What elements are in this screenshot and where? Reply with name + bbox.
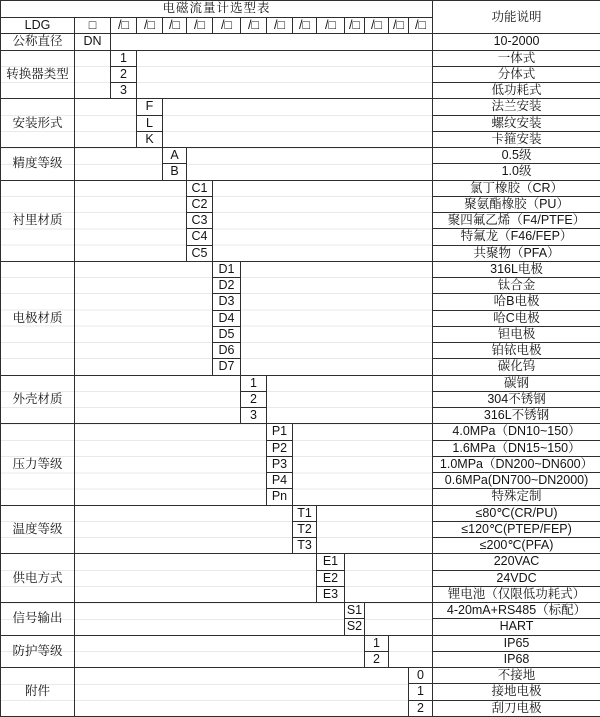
group-label: 衬里材质: [1, 180, 75, 261]
description-cell: ≤80℃(CR/PU): [433, 505, 600, 521]
description-cell: 1.0级: [433, 164, 600, 180]
code-cell: P3: [267, 456, 293, 472]
empty-cell: [187, 148, 433, 181]
code-cell: D6: [213, 343, 241, 359]
code-cell: D1: [213, 261, 241, 277]
spec-row: [1, 668, 600, 684]
spec-row: [1, 148, 600, 164]
group-label: 安装形式: [1, 99, 75, 148]
code-box: /□: [365, 18, 389, 34]
description-cell: 碳化钨: [433, 359, 600, 375]
empty-cell: [345, 554, 433, 603]
code-box: /□: [267, 18, 293, 34]
code-box: /□: [111, 18, 137, 34]
description-cell: 0.5级: [433, 148, 600, 164]
code-box: /□: [409, 18, 433, 34]
description-cell: 1.0MPa（DN200~DN600）: [433, 456, 600, 472]
description-cell: 0.6MPa(DN700~DN2000): [433, 473, 600, 489]
code-box: /□: [293, 18, 317, 34]
spec-row: [1, 424, 600, 440]
title-row: [1, 1, 600, 18]
empty-cell: [293, 424, 433, 505]
empty-cell: [75, 554, 317, 603]
code-cell: 3: [241, 408, 267, 424]
code-cell: P4: [267, 473, 293, 489]
code-cell: C3: [187, 213, 213, 229]
description-cell: 钽电极: [433, 326, 600, 342]
empty-cell: [111, 34, 433, 50]
description-cell: 特氟龙（F46/FEP）: [433, 229, 600, 245]
code-cell: L: [137, 115, 163, 131]
code-cell: C1: [187, 180, 213, 196]
description-cell: 碳钢: [433, 375, 600, 391]
description-cell: 不接地: [433, 668, 600, 684]
function-column-header: 功能说明: [433, 1, 600, 34]
group-label: 防护等级: [1, 635, 75, 668]
spec-row: [1, 554, 600, 570]
empty-cell: [75, 99, 137, 148]
empty-cell: [267, 375, 433, 424]
description-cell: 分体式: [433, 66, 600, 82]
code-cell: A: [163, 148, 187, 164]
empty-cell: [75, 424, 267, 505]
description-cell: 220VAC: [433, 554, 600, 570]
description-cell: 4.0MPa（DN10~150）: [433, 424, 600, 440]
group-label: 精度等级: [1, 148, 75, 181]
code-cell: 2: [111, 66, 137, 82]
page-title: 电磁流量计选型表: [1, 1, 433, 18]
group-label: 公称直径: [1, 34, 75, 50]
empty-cell: [75, 668, 409, 717]
empty-cell: [75, 603, 345, 636]
code-cell: 1: [365, 635, 389, 651]
code-cell: 1: [241, 375, 267, 391]
description-cell: 特殊定制: [433, 489, 600, 505]
empty-cell: [317, 505, 433, 554]
code-box: /□: [163, 18, 187, 34]
group-label: 电极材质: [1, 261, 75, 375]
group-label: 供电方式: [1, 554, 75, 603]
description-cell: 钛合金: [433, 278, 600, 294]
empty-cell: [75, 505, 293, 554]
code-cell: S1: [345, 603, 365, 619]
spec-row: [1, 505, 600, 521]
code-cell: 0: [409, 668, 433, 684]
code-cell: E3: [317, 586, 345, 602]
description-cell: 哈C电极: [433, 310, 600, 326]
spec-row: [1, 99, 600, 115]
description-cell: ≤200℃(PFA): [433, 538, 600, 554]
code-cell: 2: [365, 651, 389, 667]
spec-row: [1, 603, 600, 619]
code-cell: D3: [213, 294, 241, 310]
code-cell: D2: [213, 278, 241, 294]
group-label: 信号输出: [1, 603, 75, 636]
empty-cell: [75, 635, 365, 668]
empty-cell: [137, 50, 433, 99]
description-cell: 聚氨酯橡胶（PU）: [433, 196, 600, 212]
code-cell: P1: [267, 424, 293, 440]
description-cell: 一体式: [433, 50, 600, 66]
code-cell: F: [137, 99, 163, 115]
code-cell: C5: [187, 245, 213, 261]
description-cell: 接地电极: [433, 684, 600, 700]
code-cell: DN: [75, 34, 111, 50]
code-box: /□: [317, 18, 345, 34]
description-cell: 螺纹安装: [433, 115, 600, 131]
code-cell: P2: [267, 440, 293, 456]
description-cell: 铂铱电极: [433, 343, 600, 359]
spec-row: [1, 635, 600, 651]
code-box: /□: [213, 18, 241, 34]
description-cell: 10-2000: [433, 34, 600, 50]
empty-cell: [213, 180, 433, 261]
description-cell: 316L电极: [433, 261, 600, 277]
code-box: /□: [345, 18, 365, 34]
code-box: □: [75, 18, 111, 34]
description-cell: 卡箍安装: [433, 131, 600, 147]
code-box: /□: [137, 18, 163, 34]
group-label: 压力等级: [1, 424, 75, 505]
code-cell: 1: [409, 684, 433, 700]
code-cell: 3: [111, 83, 137, 99]
description-cell: IP65: [433, 635, 600, 651]
empty-cell: [75, 261, 213, 375]
code-cell: T3: [293, 538, 317, 554]
description-cell: 共聚物（PFA）: [433, 245, 600, 261]
empty-cell: [389, 635, 433, 668]
spec-row: [1, 261, 600, 277]
description-cell: 低功耗式: [433, 83, 600, 99]
description-cell: 1.6MPa（DN15~150）: [433, 440, 600, 456]
code-cell: 1: [111, 50, 137, 66]
description-cell: 4-20mA+RS485（标配）: [433, 603, 600, 619]
group-label: 附件: [1, 668, 75, 717]
description-cell: 聚四氟乙烯（F4/PTFE）: [433, 213, 600, 229]
code-cell: D4: [213, 310, 241, 326]
group-label: 转换器类型: [1, 50, 75, 99]
description-cell: 316L不锈钢: [433, 408, 600, 424]
code-cell: T1: [293, 505, 317, 521]
description-cell: 锂电池（仅限低功耗式）: [433, 586, 600, 602]
description-cell: 304不锈钢: [433, 391, 600, 407]
empty-cell: [163, 99, 433, 148]
code-cell: 2: [241, 391, 267, 407]
empty-cell: [75, 375, 241, 424]
code-cell: Pn: [267, 489, 293, 505]
group-label: 外壳材质: [1, 375, 75, 424]
description-cell: 氯丁橡胶（CR）: [433, 180, 600, 196]
model-prefix: LDG: [1, 18, 75, 34]
code-cell: C4: [187, 229, 213, 245]
spec-row: [1, 50, 600, 66]
code-cell: C2: [187, 196, 213, 212]
code-cell: E2: [317, 570, 345, 586]
code-cell: T2: [293, 521, 317, 537]
group-label: 温度等级: [1, 505, 75, 554]
code-cell: E1: [317, 554, 345, 570]
spec-row: [1, 34, 600, 50]
description-cell: 法兰安装: [433, 99, 600, 115]
code-cell: S2: [345, 619, 365, 635]
code-cell: D5: [213, 326, 241, 342]
code-box: /□: [389, 18, 409, 34]
empty-cell: [75, 148, 163, 181]
spec-row: [1, 180, 600, 196]
code-cell: 2: [409, 700, 433, 716]
code-cell: B: [163, 164, 187, 180]
code-box: /□: [241, 18, 267, 34]
empty-cell: [241, 261, 433, 375]
description-cell: 刮刀电极: [433, 700, 600, 716]
empty-cell: [75, 50, 111, 99]
code-cell: K: [137, 131, 163, 147]
code-box: /□: [187, 18, 213, 34]
spec-row: [1, 375, 600, 391]
description-cell: HART: [433, 619, 600, 635]
code-cell: D7: [213, 359, 241, 375]
description-cell: 哈B电极: [433, 294, 600, 310]
empty-cell: [365, 603, 433, 636]
description-cell: 24VDC: [433, 570, 600, 586]
empty-cell: [75, 180, 187, 261]
description-cell: IP68: [433, 651, 600, 667]
description-cell: ≤120℃(PTEP/FEP): [433, 521, 600, 537]
